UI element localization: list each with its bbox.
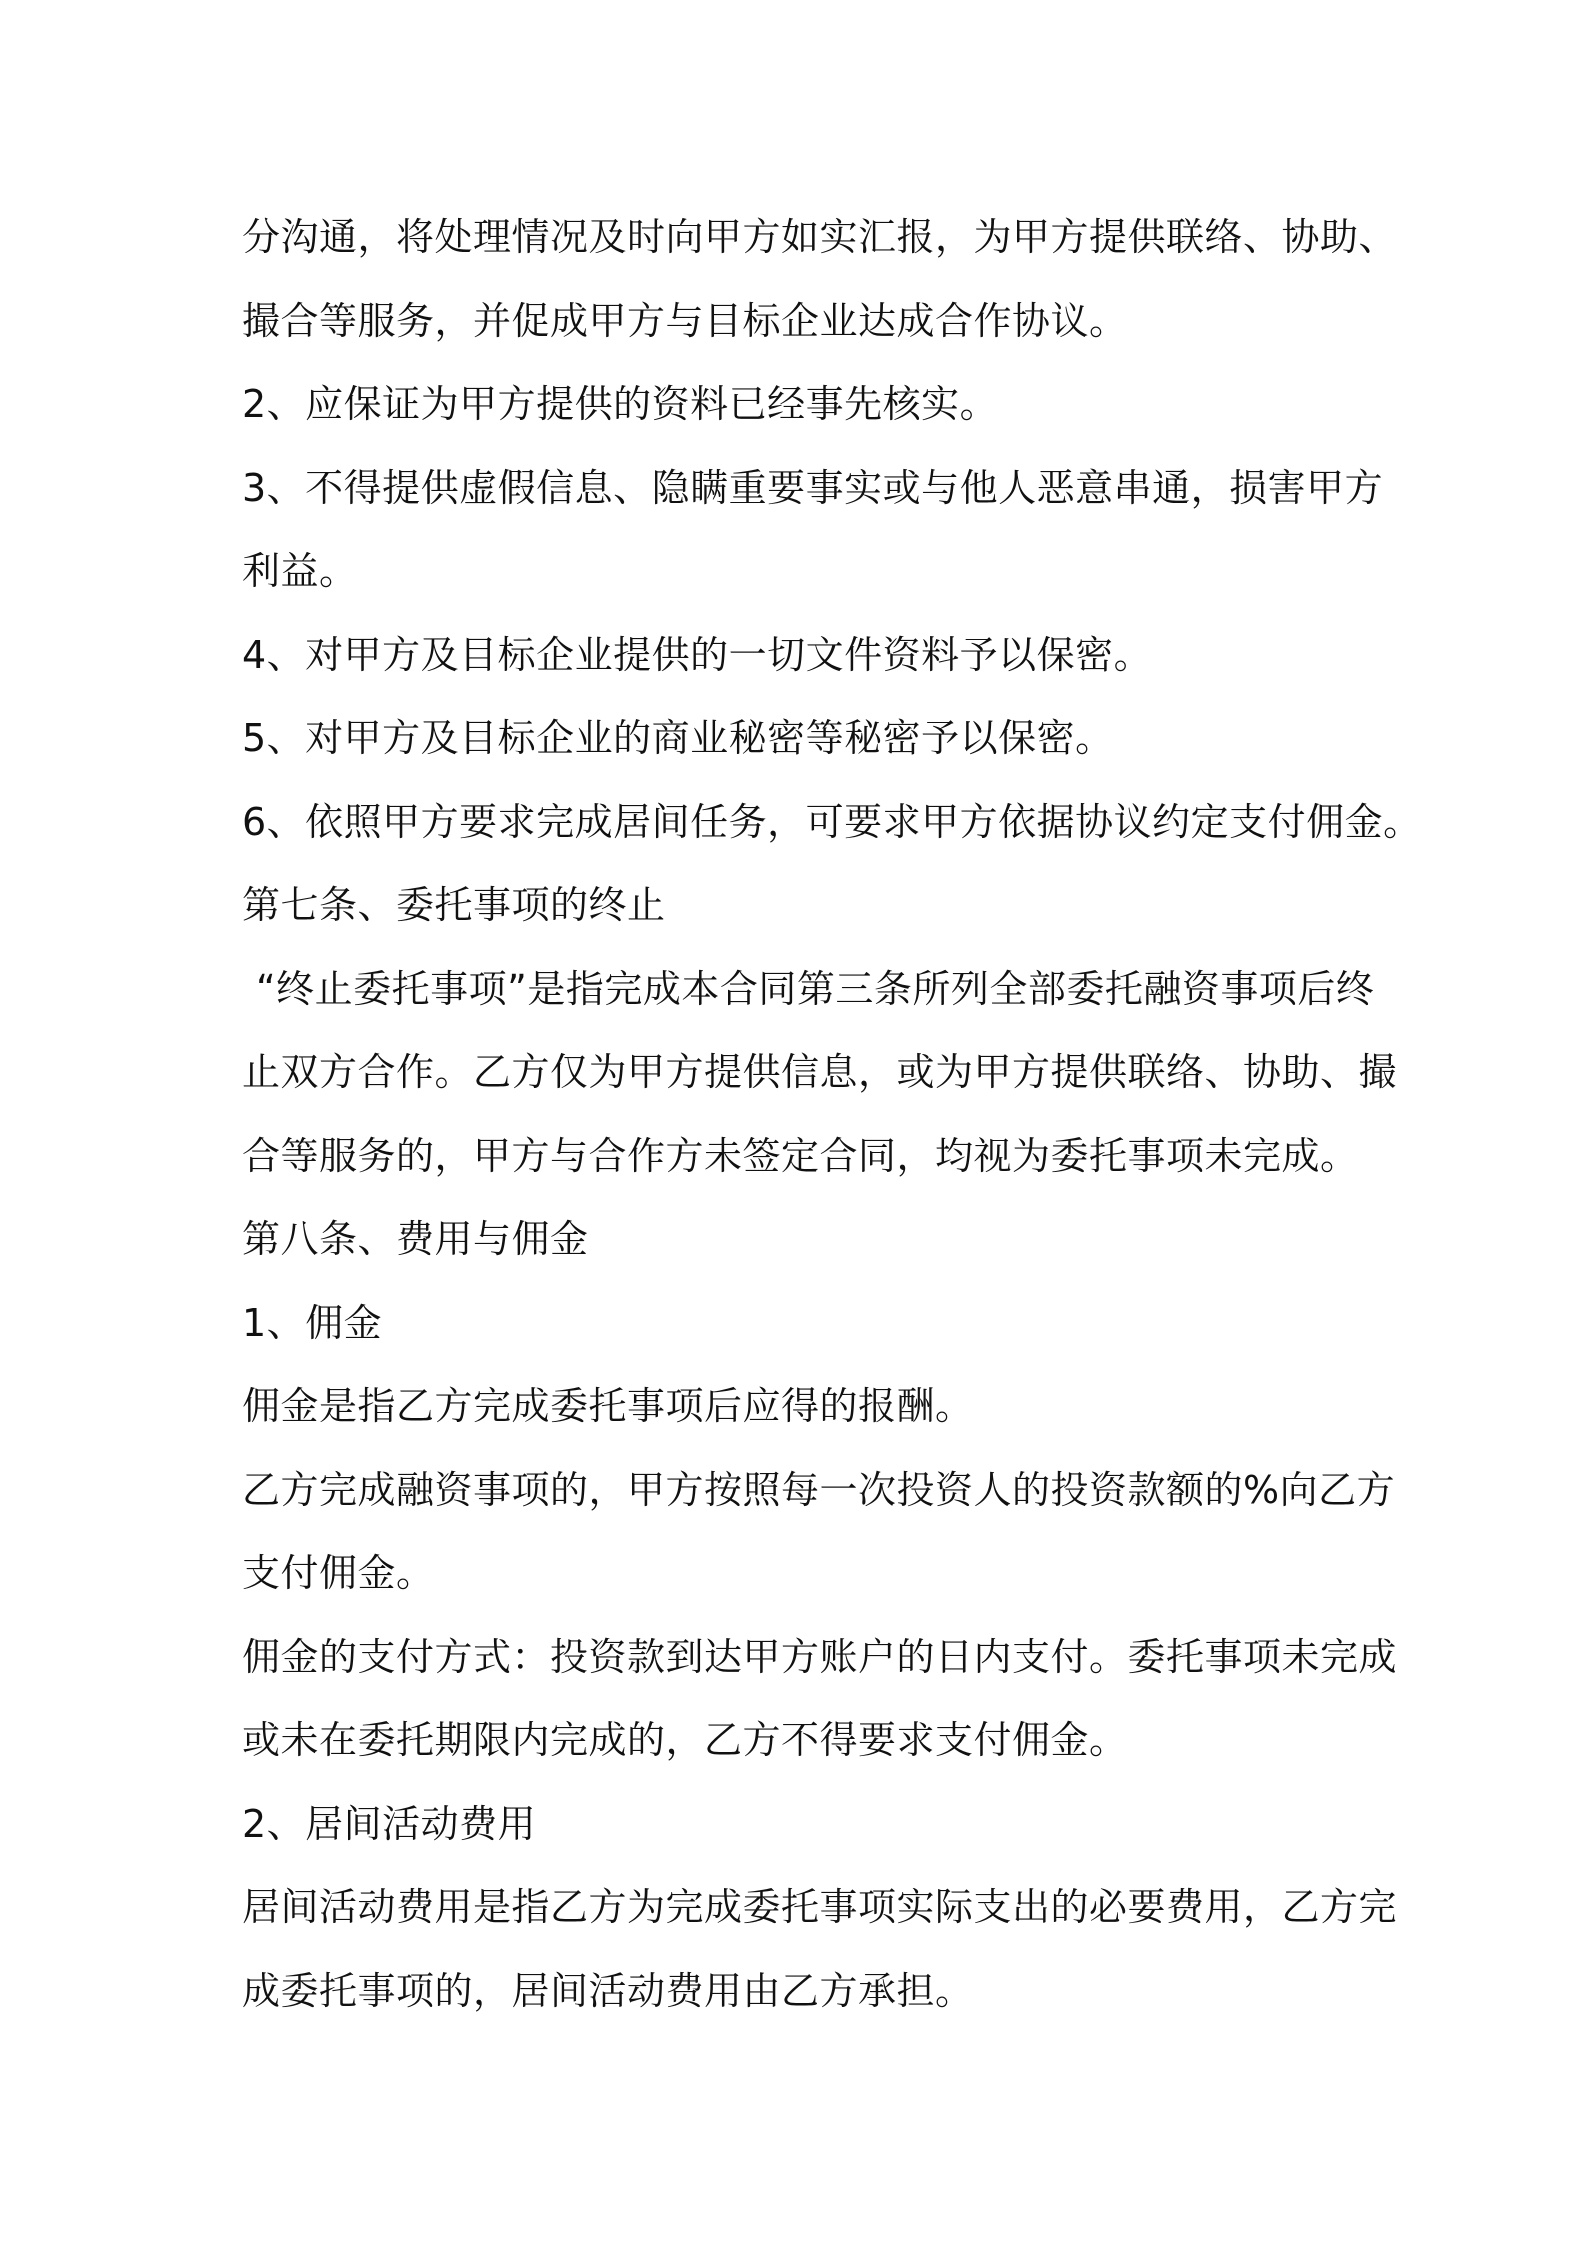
document-body [242,196,1422,2033]
clause-item-2: 2、应保证为甲方提供的资料已经事先核实。 [242,382,999,426]
text-line: 分沟通，将处理情况及时向甲方如实汇报，为甲方提供联络、协助、 [242,215,1398,259]
text-line: 居间活动费用是指乙方为完成委托事项实际支出的必要费用，乙方完 [242,1885,1398,1929]
text-line: 撮合等服务，并促成甲方与目标企业达成合作协议。 [242,298,1128,343]
text-line: 合等服务的，甲方与合作方未签定合同，均视为委托事项未完成。 [242,1133,1359,1178]
text-line: 利益。 [242,549,358,593]
subheading-commission: 1、佣金 [242,1300,383,1345]
text-line: 佣金的支付方式：投资款到达甲方账户的日内支付。委托事项未完成 [242,1634,1398,1679]
clause-item-6: 6、依照甲方要求完成居间任务，可要求甲方依据协议约定支付佣金。 [242,799,1422,844]
section-heading-article-7: 第七条、委托事项的终止 [242,883,666,927]
text-line: 佣金是指乙方完成委托事项后应得的报酬。 [242,1384,974,1428]
section-heading-article-8: 第八条、费用与佣金 [242,1217,589,1261]
clause-item-4: 4、对甲方及目标企业提供的一切文件资料予以保密。 [242,632,1153,677]
text-line: 止双方合作。乙方仅为甲方提供信息，或为甲方提供联络、协助、撮 [242,1050,1398,1094]
text-line: “终止委托事项”是指完成本合同第三条所列全部委托融资事项后终 [256,966,1375,1011]
text-line: 或未在委托期限内完成的，乙方不得要求支付佣金。 [242,1718,1128,1762]
text-line: 支付佣金。 [242,1551,435,1595]
text-line: 成委托事项的，居间活动费用由乙方承担。 [242,1968,974,2013]
subheading-intermediary-fees: 2、居间活动费用 [242,1801,537,1846]
text-line: 乙方完成融资事项的，甲方按照每一次投资人的投资款额的%向乙方 [242,1467,1396,1512]
clause-item-3: 3、不得提供虚假信息、隐瞒重要事实或与他人恶意串通，损害甲方 [242,465,1384,510]
clause-item-5: 5、对甲方及目标企业的商业秘密等秘密予以保密。 [242,716,1114,760]
